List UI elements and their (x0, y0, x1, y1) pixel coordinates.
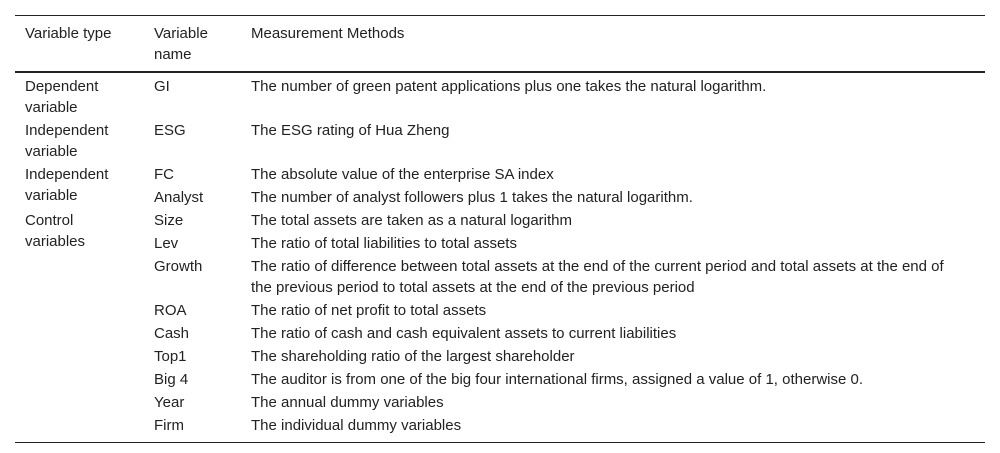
table-row (15, 299, 985, 322)
table-body (15, 72, 985, 443)
measurement-method-cell: The individual dummy variables (251, 417, 462, 434)
variable-name-cell: Top1 (154, 348, 187, 365)
table-row (15, 391, 985, 414)
measurement-method-cell: The ESG rating of Hua Zheng (251, 122, 450, 139)
measurement-method-cell: The number of green patent applications plus one takes the natural logarithm. (251, 78, 767, 95)
variable-name-cell: Big 4 (154, 371, 189, 388)
header-variable-name: Variable name (154, 25, 208, 63)
table-row (15, 186, 985, 209)
variable-name-cell: Cash (154, 325, 190, 342)
measurement-method-cell: The absolute value of the enterprise SA index (251, 166, 554, 183)
variable-name-cell: Lev (154, 235, 179, 252)
measurement-method-cell: The shareholding ratio of the largest shareholder (251, 348, 575, 365)
table-row (15, 163, 985, 186)
measurement-method-cell: The ratio of net profit to total assets (251, 302, 487, 319)
header-measurement-methods: Measurement Methods (251, 25, 405, 42)
table-row (15, 72, 985, 119)
variable-definitions-table-container (15, 15, 985, 443)
variable-type-cell: Independent variable (25, 122, 109, 160)
variable-type-cell: Independent variable (25, 166, 109, 204)
table-row (15, 119, 985, 163)
variable-name-cell: ROA (154, 302, 187, 319)
table-row (15, 345, 985, 368)
table-row (15, 322, 985, 345)
variable-type-cell: Dependent variable (25, 78, 99, 116)
variable-name-cell: FC (154, 166, 174, 183)
header-row (15, 16, 985, 73)
variable-type-cell: Control variables (25, 212, 86, 250)
variable-name-cell: Growth (154, 258, 203, 275)
header-variable-type: Variable type (25, 25, 112, 42)
measurement-method-cell: The annual dummy variables (251, 394, 444, 411)
table-row (15, 209, 985, 232)
measurement-method-cell: The ratio of cash and cash equivalent assets to current liabilities (251, 325, 677, 342)
table-row (15, 255, 985, 299)
variable-name-cell: ESG (154, 122, 186, 139)
measurement-method-cell: The ratio of difference between total assets at the end of the current period and total assets at the end of the previous period to total assets at the end of the previous period (251, 258, 944, 296)
measurement-method-cell: The number of analyst followers plus 1 takes the natural logarithm. (251, 189, 693, 206)
table-row (15, 232, 985, 255)
variable-name-cell: Firm (154, 417, 184, 434)
variable-name-cell: GI (154, 78, 170, 95)
variable-name-cell: Analyst (154, 189, 204, 206)
measurement-method-cell: The ratio of total liabilities to total assets (251, 235, 517, 252)
table-row (15, 414, 985, 443)
variable-name-cell: Size (154, 212, 184, 229)
measurement-method-cell: The auditor is from one of the big four international firms, assigned a value of 1, otherwise 0. (251, 371, 863, 388)
table-header (15, 16, 985, 73)
table-row (15, 368, 985, 391)
variable-name-cell: Year (154, 394, 185, 411)
measurement-method-cell: The total assets are taken as a natural logarithm (251, 212, 573, 229)
variable-definitions-table (15, 15, 985, 443)
